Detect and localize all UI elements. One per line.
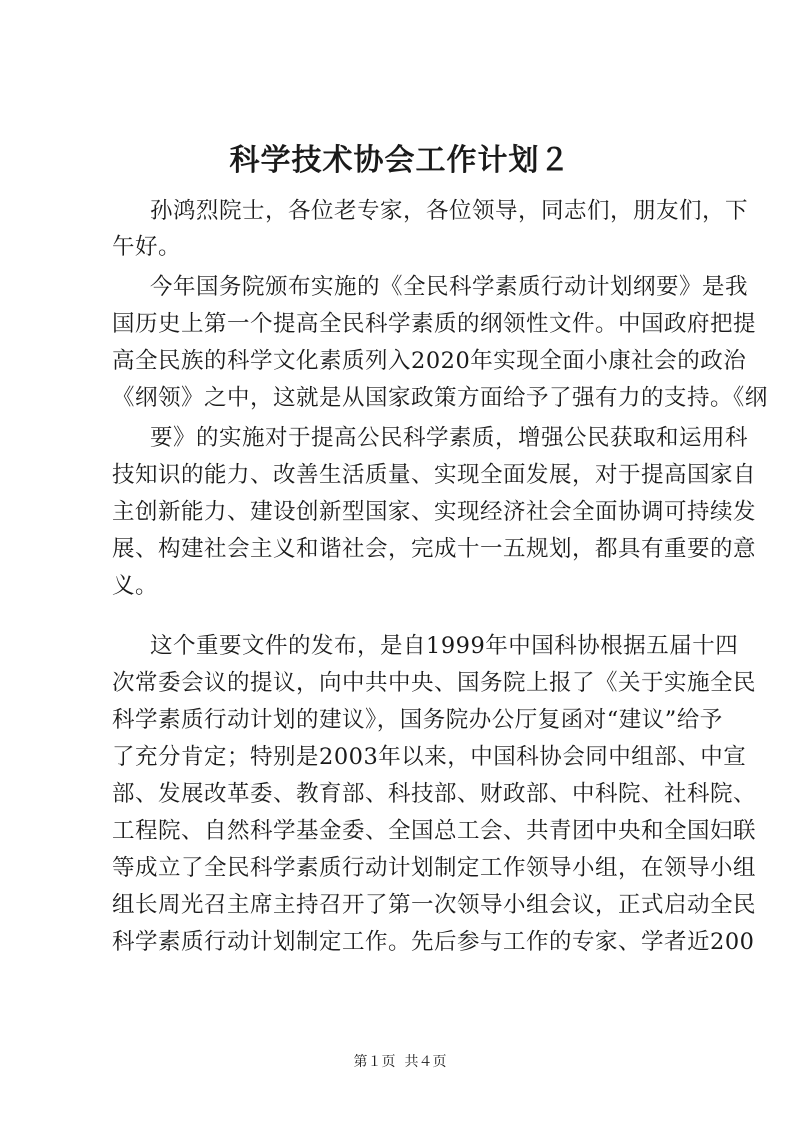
text-line: 工程院、自然科学基金委、全国总工会、共青团中央和全国妇联 [112,818,757,844]
document-title: 科学技术协会工作计划２ [229,143,571,178]
text-line: 《纲领》之中，这就是从国家政策方面给予了强有力的支持。《纲 [112,385,768,411]
text-line: 技知识的能力、改善生活质量、实现全面发展，对于提高国家自 [112,462,757,488]
text-line: 科学素质行动计划制定工作。先后参与工作的专家、学者近200 [112,929,755,955]
text-line: 次常委会议的提议，向中共中央、国务院上报了《关于实施全民 [112,670,757,696]
text-line: 展、构建社会主义和谐社会，完成十一五规划，都具有重要的意 [112,536,757,562]
text-line: 要》的实施对于提高公民科学素质，增强公民获取和运用科 [150,425,749,451]
text-line: 义。 [112,573,159,599]
text-line: 科学素质行动计划的建议》，国务院办公厅复函对“建议”给予 [112,707,723,733]
text-line: 这个重要文件的发布，是自1999年中国科协根据五届十四 [150,633,739,659]
text-line: 了充分肯定；特别是2003年以来，中国科协会同中组部、中宣 [112,744,747,770]
text-line: 午好。 [112,234,182,260]
text-line: 组长周光召主席主持召开了第一次领导小组会议，正式启动全民 [112,892,757,918]
text-line: 主创新能力、建设创新型国家、实现经济社会全面协调可持续发 [112,499,757,525]
text-line: 孙鸿烈院士，各位老专家，各位领导，同志们，朋友们，下 [150,198,749,224]
text-line: 国历史上第一个提高全民科学素质的纲领性文件。中国政府把提 [112,311,757,337]
text-line: 部、发展改革委、教育部、科技部、财政部、中科院、社科院、 [112,781,757,807]
text-line: 等成立了全民科学素质行动计划制定工作领导小组，在领导小组 [112,855,757,881]
text-line: 高全民族的科学文化素质列入2020年实现全面小康社会的政治 [112,348,747,374]
page-number: 第１页 共４页 [353,1054,447,1070]
text-line: 今年国务院颁布实施的《全民科学素质行动计划纲要》是我 [150,274,749,300]
